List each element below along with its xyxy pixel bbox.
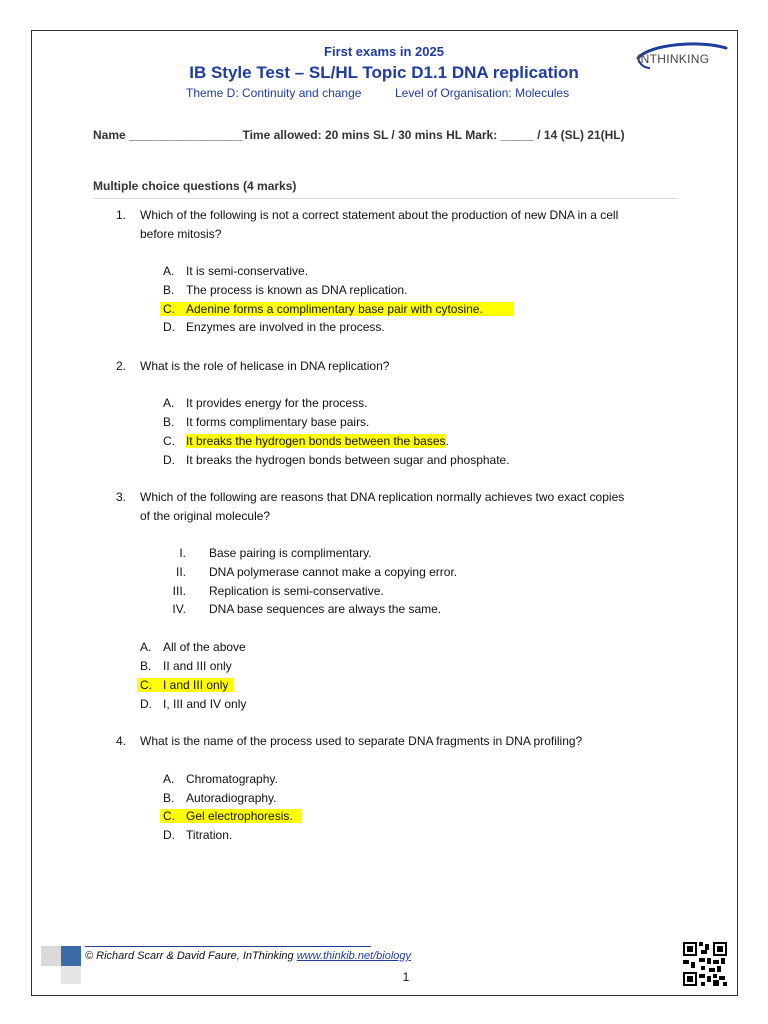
logo-text: INTHINKING xyxy=(637,52,710,66)
option-letter: D. xyxy=(163,828,175,842)
option-text: It is semi-conservative. xyxy=(186,264,309,278)
level-label: Level of Organisation: Molecules xyxy=(395,86,570,100)
question-number: 2. xyxy=(115,359,126,373)
statement-text: DNA base sequences are always the same. xyxy=(209,602,442,616)
question-number: 1. xyxy=(115,208,126,222)
theme-label: Theme D: Continuity and change xyxy=(186,86,362,100)
question-number: 4. xyxy=(115,734,126,748)
footer-rule xyxy=(85,946,371,947)
page-title: IB Style Test – SL/HL Topic D1.1 DNA replication xyxy=(189,63,579,82)
option-letter: B. xyxy=(163,791,175,805)
option-text: It provides energy for the process. xyxy=(186,396,368,410)
option-letter: B. xyxy=(140,659,152,673)
option-text: I, III and IV only xyxy=(163,697,247,711)
option-letter: C. xyxy=(163,809,175,823)
option-text: Adenine forms a complimentary base pair with cytosine. xyxy=(186,302,483,316)
footer-square-light xyxy=(61,966,81,984)
name-time-mark-line: Name _________________Time allowed: 20 mins SL / 30 mins HL Mark: _____ / 14 (SL) 21(HL) xyxy=(93,128,625,142)
section-divider xyxy=(93,198,678,199)
footer-link[interactable]: www.thinkib.net/biology xyxy=(296,950,412,962)
option-letter: A. xyxy=(163,264,175,278)
question-text: Which of the following are reasons that DNA replication normally achieves two exact copies xyxy=(140,490,625,504)
question-text: Which of the following is not a correct statement about the production of new DNA in a cell xyxy=(140,208,619,222)
option-letter: D. xyxy=(140,697,152,711)
option-text: Enzymes are involved in the process. xyxy=(186,320,385,334)
option-text-row xyxy=(186,434,449,448)
option-text: It forms complimentary base pairs. xyxy=(186,415,370,429)
statement-text: DNA polymerase cannot make a copying error. xyxy=(209,565,458,579)
section-heading: Multiple choice questions (4 marks) xyxy=(93,179,297,193)
statement-numeral: II. xyxy=(175,565,186,579)
option-text: Autoradiography. xyxy=(186,791,277,805)
option-text: Gel electrophoresis. xyxy=(186,809,293,823)
option-text: II and III only xyxy=(163,659,232,673)
qr-code-icon[interactable] xyxy=(683,942,727,986)
option-letter: C. xyxy=(163,302,175,316)
statement-text: Base pairing is complimentary. xyxy=(209,546,372,560)
option-letter: B. xyxy=(163,283,175,297)
correct-option-highlight xyxy=(137,678,234,692)
question-text-cont: before mitosis? xyxy=(140,227,222,241)
option-letter: A. xyxy=(140,640,152,654)
option-letter: D. xyxy=(163,453,175,467)
statement-numeral: IV. xyxy=(172,602,186,616)
copyright-text: © Richard Scarr & David Faure, InThinking xyxy=(85,950,297,962)
statement-text: Replication is semi-conservative. xyxy=(209,584,384,598)
statement-numeral: I. xyxy=(179,546,186,560)
page-border xyxy=(31,30,738,996)
correct-option-highlight xyxy=(160,809,302,823)
statement-numeral: III. xyxy=(172,584,186,598)
option-text: I and III only xyxy=(163,678,229,692)
correct-option-highlight xyxy=(160,302,514,316)
option-letter: D. xyxy=(163,320,175,334)
option-letter: C. xyxy=(163,434,175,448)
option-letter: A. xyxy=(163,396,175,410)
option-text: Titration. xyxy=(186,828,233,842)
option-text: It breaks the hydrogen bonds between sugar and phosphate. xyxy=(186,453,510,467)
option-letter: B. xyxy=(163,415,175,429)
question-text-cont: of the original molecule? xyxy=(140,509,271,523)
question-number: 3. xyxy=(115,490,126,504)
option-text: Chromatography. xyxy=(186,772,278,786)
footer-copyright xyxy=(85,950,411,962)
option-text: All of the above xyxy=(163,640,246,654)
exam-year-label: First exams in 2025 xyxy=(324,44,444,59)
option-tail: . xyxy=(445,434,449,448)
option-text: The process is known as DNA replication. xyxy=(186,283,408,297)
correct-option-highlight: It breaks the hydrogen bonds between the bases xyxy=(186,434,446,448)
footer-square-grey xyxy=(41,946,61,966)
question-text: What is the role of helicase in DNA replication? xyxy=(140,359,390,373)
page-number: 1 xyxy=(402,970,410,984)
footer-square-blue xyxy=(61,946,81,966)
question-text: What is the name of the process used to separate DNA fragments in DNA profiling? xyxy=(140,734,583,748)
option-letter: A. xyxy=(163,772,175,786)
option-letter: C. xyxy=(140,678,152,692)
